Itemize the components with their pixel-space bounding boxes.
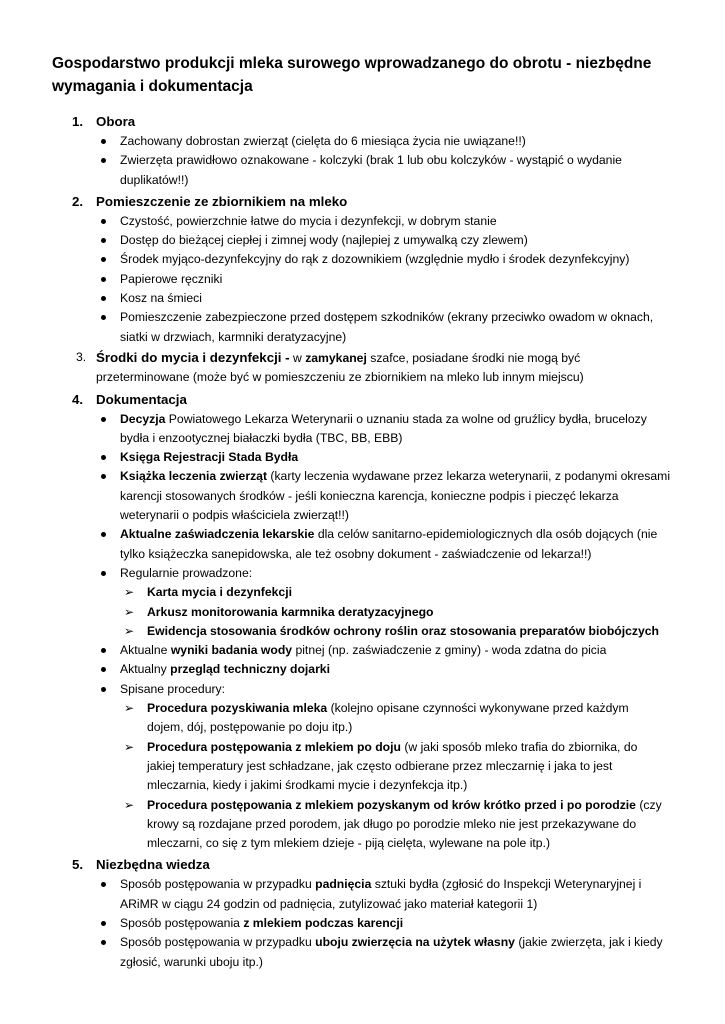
bullet-dot-icon — [101, 219, 106, 224]
bullet-dot-icon — [101, 648, 106, 653]
arrow-bullet-icon: ➢ — [124, 604, 135, 619]
list-item: Sposób postępowania w przypadku uboju zwierzęcia na użytek własny (jakie zwierzęta, jak i kiedy zgłosić, warunki uboju itp.) — [0, 933, 725, 972]
bullet-dot-icon — [101, 158, 106, 163]
bullet-dot-icon — [101, 455, 106, 460]
document-body — [0, 110, 725, 972]
section-heading: Pomieszczenie ze zbiornikiem na mleko — [96, 193, 348, 209]
section-obora — [0, 112, 725, 132]
bullet-dot-icon — [101, 532, 106, 537]
section-list — [0, 212, 725, 347]
arrow-bullet-icon: ➢ — [124, 739, 135, 754]
bullet-dot-icon — [101, 921, 106, 926]
sub-list-item: ➢ Procedura postępowania z mlekiem po doju (w jaki sposób mleko trafia do zbiornika, do jakiej temperatury jest schładzane, jak często odbierane przez mleczarnię i jaka to jest mleczarnia, kiedy i jakimi środkami mycie i dezynfekcja itp.) — [124, 739, 638, 793]
list-item: Czystość, powierzchnie łatwe do mycia i dezynfekcji, w dobrym stanie — [0, 212, 725, 231]
arrow-bullet-icon: ➢ — [124, 623, 135, 638]
list-item: Środek myjąco-dezynfekcyjny do rąk z dozownikiem (względnie mydło i środek dezynfekcyjny) — [0, 250, 725, 269]
list-item: Książka leczenia zwierząt (karty leczenia wydawane przez lekarza weterynarii, z podanymi okresami karencji stosowanych środków - jeśli konieczna karencja, konieczne podpis i pieczęć lekarza weterynarii o podpis właściciela zwierząt!!) — [0, 467, 725, 525]
bullet-dot-icon — [101, 571, 106, 576]
bullet-dot-icon — [101, 474, 106, 479]
list-item: Sposób postępowania w przypadku padnięcia sztuki bydła (zgłosić do Inspekcji Weterynaryjnej i ARiMR w ciągu 24 godzin od padnięcia, zutylizować jako materiał kategorii 1) — [0, 875, 725, 914]
section-number: 1. — [72, 114, 84, 129]
bullet-dot-icon — [101, 257, 106, 262]
bullet-dot-icon — [101, 667, 106, 672]
section-number: 5. — [72, 857, 84, 873]
bullet-dot-icon — [101, 687, 106, 692]
list-item: Decyzja Powiatowego Lekarza Weterynarii o uznaniu stada za wolne od gruźlicy bydła, brucelozy bydła i enzootycznej białaczki bydła (TBC, BB, EBB) — [0, 410, 725, 449]
list-item: Aktualne zaświadczenia lekarskie dla celów sanitarno-epidemiologicznych dla osób dojących (nie tylko książeczka sanepidowska, ale też osobny dokument - zaświadczenie od lekarza!!) — [0, 525, 725, 564]
section-list — [0, 410, 725, 854]
arrow-bullet-icon: ➢ — [124, 797, 135, 812]
section-heading: Obora — [96, 114, 136, 129]
section-number: 2. — [72, 193, 84, 209]
bullet-dot-icon — [101, 296, 106, 301]
list-item: Regularnie prowadzone: — [0, 564, 725, 583]
list-item: Aktualny przegląd techniczny dojarki — [0, 660, 725, 679]
bullet-dot-icon — [101, 238, 106, 243]
sub-list-item: ➢ Ewidencja stosowania środków ochrony roślin oraz stosowania preparatów biobójczych — [0, 622, 725, 641]
section-dokumentacja — [0, 390, 725, 410]
list-item: Zwierzęta prawidłowo oznakowane - kolczyki (brak 1 lub obu kolczyków - wystąpić o wydanie duplikatów!!) — [0, 151, 725, 190]
list-item: Papierowe ręczniki — [0, 270, 725, 289]
section-heading: Niezbędna wiedza — [96, 857, 210, 873]
bullet-dot-icon — [101, 277, 106, 282]
bullet-dot-icon — [101, 315, 106, 320]
section-list — [0, 132, 725, 190]
bullet-dot-icon — [101, 940, 106, 945]
list-item: Spisane procedury: — [0, 680, 725, 699]
list-item: Pomieszczenie zabezpieczone przed dostępem szkodników (ekrany przeciwko owadom w oknach, siatki w drzwiach, karmniki deratyzacyjne) — [0, 308, 725, 347]
bullet-dot-icon — [101, 417, 106, 422]
list-item: Księga Rejestracji Stada Bydła — [0, 448, 725, 467]
section-number: 4. — [72, 391, 84, 407]
list-item: Kosz na śmieci — [0, 289, 725, 308]
sub-list-item: ➢ Arkusz monitorowania karmnika deratyzacyjnego — [0, 603, 725, 622]
bullet-dot-icon — [101, 139, 106, 144]
arrow-bullet-icon: ➢ — [124, 701, 135, 716]
arrow-bullet-icon: ➢ — [124, 585, 135, 600]
list-item: Aktualne wyniki badania wody pitnej (np. zaświadczenie z gminy) - woda zdatna do picia — [0, 641, 725, 660]
sub-list-item: ➢ Procedura postępowania z mlekiem pozyskanym od krów krótko przed i po porodzie (czy krowy są rozdajane przed porodem, jak długo po porodzie mleko nie jest przekazywane do mleczarni, co się z tym mlekiem dzieje - piją cielęta, wylewane na pole itp.) — [124, 797, 662, 851]
section-heading: Dokumentacja — [96, 391, 187, 407]
document-title: Gospodarstwo produkcji mleka surowego wprowadzanego do obrotu - niezbędne wymagania i dokumentacja — [52, 55, 652, 95]
section-number: 3. — [76, 349, 87, 364]
section-heading: Środki do mycia i dezynfekcji - — [96, 349, 290, 365]
section-niezbedna-wiedza — [0, 855, 725, 875]
section-srodki: 3. Środki do mycia i dezynfekcji - w zamykanej szafce, posiadane środki nie mogą być przeterminowane (może być w pomieszczeniu ze zbiornikiem na mleko lub innym miejscu) — [76, 349, 584, 385]
section-list — [0, 875, 725, 971]
sub-list-item: ➢ Procedura pozyskiwania mleka (kolejno opisane czynności wykonywane przed każdym dojem, dój, postępowanie po doju itp.) — [124, 701, 629, 735]
sub-list-item: ➢ Karta mycia i dezynfekcji — [0, 583, 725, 602]
list-item: Dostęp do bieżącej ciepłej i zimnej wody (najlepiej z umywalką czy zlewem) — [0, 231, 725, 250]
bullet-dot-icon — [101, 882, 106, 887]
section-pomieszczenie — [0, 192, 725, 212]
list-item: Sposób postępowania z mlekiem podczas karencji — [0, 914, 725, 933]
list-item: Zachowany dobrostan zwierząt (cielęta do 6 miesiąca życia nie uwiązane!!) — [0, 132, 725, 151]
